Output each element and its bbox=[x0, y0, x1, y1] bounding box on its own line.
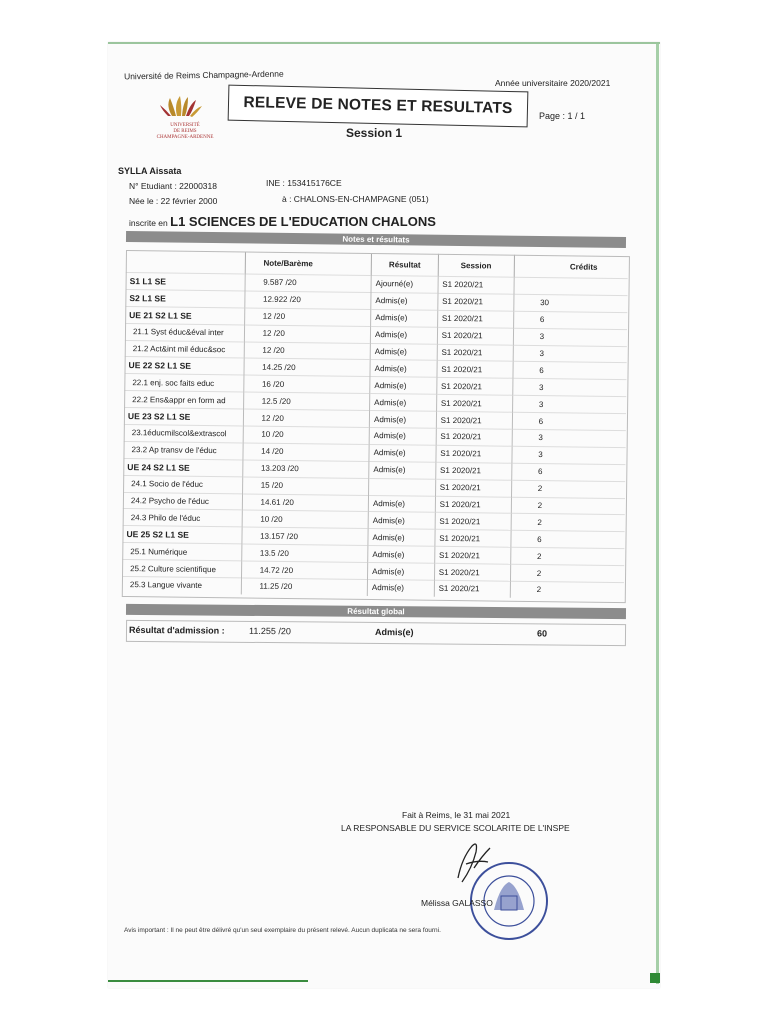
grade-session: S1 2020/21 bbox=[437, 327, 513, 345]
session-label: Session 1 bbox=[346, 126, 403, 140]
grade-label: 24.2 Psycho de l'éduc bbox=[123, 492, 242, 510]
enrollment-prefix: inscrite en bbox=[129, 218, 168, 228]
grade-label: UE 23 S2 L1 SE bbox=[124, 408, 243, 426]
signatory-name: Mélissa GALASSO bbox=[421, 898, 493, 908]
column-header: Résultat bbox=[371, 253, 438, 276]
grade-result: Admis(e) bbox=[368, 546, 435, 564]
academic-year: Année universitaire 2020/2021 bbox=[495, 78, 611, 88]
grade-note: 14.25 /20 bbox=[244, 358, 371, 376]
grade-session: S1 2020/21 bbox=[435, 513, 511, 531]
grade-credits: 3 bbox=[512, 379, 626, 397]
admission-note: 11.255 /20 bbox=[248, 625, 291, 637]
section-bar-grades: Notes et résultats bbox=[126, 231, 626, 248]
grade-result: Ajourné(e) bbox=[371, 275, 438, 293]
place-date: Fait à Reims, le 31 mai 2021 bbox=[402, 810, 511, 820]
grade-result: Admis(e) bbox=[367, 580, 434, 597]
grade-credits bbox=[514, 277, 628, 295]
grade-result: Admis(e) bbox=[369, 444, 436, 462]
grade-result: Admis(e) bbox=[371, 292, 438, 310]
global-result-row bbox=[126, 620, 626, 646]
grade-session: S1 2020/21 bbox=[435, 530, 511, 548]
university-name: Université de Reims Champagne-Ardenne bbox=[123, 68, 284, 82]
grade-session: S1 2020/21 bbox=[436, 395, 512, 413]
grade-session: S1 2020/21 bbox=[437, 344, 513, 362]
grade-note: 16 /20 bbox=[243, 375, 370, 393]
responsible-title: LA RESPONSABLE DU SERVICE SCOLARITE DE L'INSPE bbox=[341, 823, 570, 833]
grade-result: Admis(e) bbox=[369, 461, 436, 479]
grade-result: Admis(e) bbox=[370, 343, 437, 361]
scan-corner-mark bbox=[650, 973, 660, 983]
grade-label: 25.1 Numérique bbox=[122, 543, 241, 561]
grade-credits: 2 bbox=[510, 547, 624, 565]
logo-text-line: CHAMPAGNE-ARDENNE bbox=[156, 135, 214, 140]
column-header: Note/Barème bbox=[245, 251, 372, 275]
grade-note: 12 /20 bbox=[243, 409, 370, 427]
birth-place: à : CHALONS-EN-CHAMPAGNE (051) bbox=[282, 194, 429, 204]
grade-session: S1 2020/21 bbox=[435, 479, 511, 497]
logo-text-line: DE REIMS bbox=[173, 129, 197, 134]
program-name: L1 SCIENCES DE L'EDUCATION CHALONS bbox=[170, 214, 436, 229]
grade-note: 12 /20 bbox=[244, 325, 371, 343]
page-number: Page : 1 / 1 bbox=[539, 111, 586, 121]
grade-session: S1 2020/21 bbox=[434, 563, 510, 581]
grade-label: S1 L1 SE bbox=[126, 272, 245, 290]
grade-note: 11.25 /20 bbox=[241, 578, 368, 596]
grade-credits: 3 bbox=[513, 345, 627, 363]
grade-session: S1 2020/21 bbox=[435, 496, 511, 514]
title-box bbox=[228, 85, 529, 128]
grade-credits: 3 bbox=[512, 429, 626, 447]
grade-note: 13.5 /20 bbox=[241, 544, 368, 562]
grade-note: 13.157 /20 bbox=[242, 527, 369, 545]
grade-credits: 2 bbox=[511, 480, 625, 498]
section-bar-global: Résultat global bbox=[126, 604, 626, 619]
column-header bbox=[126, 250, 245, 274]
logo-text-line: UNIVERSITÉ bbox=[170, 123, 200, 128]
grade-credits: 6 bbox=[511, 463, 625, 481]
grade-session: S1 2020/21 bbox=[437, 361, 513, 379]
grade-session: S1 2020/21 bbox=[434, 580, 510, 597]
university-logo bbox=[150, 96, 220, 141]
grade-credits: 3 bbox=[513, 328, 627, 346]
grade-note: 14.72 /20 bbox=[241, 561, 368, 579]
grade-result: Admis(e) bbox=[370, 377, 437, 395]
grade-label: 22.2 Ens&appr en form ad bbox=[124, 391, 243, 409]
admission-credits: 60 bbox=[536, 628, 548, 639]
grade-result: Admis(e) bbox=[369, 411, 436, 429]
grade-note: 12 /20 bbox=[244, 342, 371, 360]
admission-label: Résultat d'admission : bbox=[128, 624, 225, 636]
grade-note: 13.203 /20 bbox=[242, 460, 369, 478]
grade-session: S1 2020/21 bbox=[436, 428, 512, 446]
grades-body bbox=[122, 272, 628, 599]
grade-label: 25.3 Langue vivante bbox=[122, 577, 241, 595]
grade-result: Admis(e) bbox=[371, 309, 438, 327]
grade-result: Admis(e) bbox=[370, 326, 437, 344]
grade-note: 12.5 /20 bbox=[243, 392, 370, 410]
grade-credits: 2 bbox=[511, 497, 625, 515]
grade-session: S1 2020/21 bbox=[436, 378, 512, 396]
grade-label: 22.1 enj. soc faits educ bbox=[124, 374, 243, 392]
flame-logo-icon bbox=[150, 96, 220, 118]
grade-result bbox=[369, 478, 436, 496]
column-header: Session bbox=[438, 254, 514, 277]
grade-note: 14 /20 bbox=[243, 443, 370, 461]
admission-result: Admis(e) bbox=[374, 626, 414, 638]
grade-result: Admis(e) bbox=[370, 394, 437, 412]
student-ine: INE : 153415176CE bbox=[266, 178, 342, 188]
grade-session: S1 2020/21 bbox=[438, 276, 514, 294]
student-name: SYLLA Aissata bbox=[118, 166, 182, 176]
grade-credits: 6 bbox=[513, 362, 627, 380]
scan-edge-right bbox=[656, 44, 659, 984]
grade-credits: 2 bbox=[511, 514, 625, 532]
student-number: N° Etudiant : 22000318 bbox=[129, 181, 217, 191]
grade-credits: 3 bbox=[512, 395, 626, 413]
grade-credits: 6 bbox=[512, 412, 626, 430]
grade-label: S2 L1 SE bbox=[125, 289, 244, 307]
grade-session: S1 2020/21 bbox=[435, 462, 511, 480]
grade-label: 23.2 Ap transv de l'éduc bbox=[123, 441, 242, 459]
grade-note: 9.587 /20 bbox=[245, 274, 372, 292]
enrollment bbox=[129, 214, 436, 229]
grade-result: Admis(e) bbox=[369, 428, 436, 446]
scan-edge-bottom bbox=[108, 980, 308, 982]
grade-credits: 3 bbox=[512, 446, 626, 464]
birth-date: Née le : 22 février 2000 bbox=[129, 196, 218, 206]
grade-result: Admis(e) bbox=[368, 512, 435, 530]
grade-session: S1 2020/21 bbox=[436, 445, 512, 463]
grade-label: 24.1 Socio de l'éduc bbox=[123, 475, 242, 493]
grade-credits: 6 bbox=[511, 531, 625, 549]
grade-session: S1 2020/21 bbox=[437, 310, 513, 328]
document-title: RELEVE DE NOTES ET RESULTATS bbox=[243, 93, 513, 118]
grade-label: 21.2 Act&int mil éduc&soc bbox=[125, 340, 244, 358]
grade-note: 10 /20 bbox=[242, 510, 369, 528]
important-notice: Avis important : Il ne peut être délivré qu'un seul exemplaire du présent relevé. Aucun duplicata ne sera fourni. bbox=[124, 927, 441, 934]
grades-table bbox=[122, 250, 628, 599]
grade-note: 14.61 /20 bbox=[242, 494, 369, 512]
grade-session: S1 2020/21 bbox=[438, 293, 514, 311]
grade-label: 23.1éducmilscol&extrascol bbox=[124, 425, 243, 443]
column-header: Crédits bbox=[514, 255, 628, 279]
grade-session: S1 2020/21 bbox=[436, 411, 512, 429]
grade-label: 24.3 Philo de l'éduc bbox=[123, 509, 242, 527]
grade-result: Admis(e) bbox=[368, 529, 435, 547]
scan-edge-top bbox=[108, 42, 660, 44]
grade-credits: 2 bbox=[510, 564, 624, 582]
grade-label: 25.2 Culture scientifique bbox=[122, 560, 241, 578]
grade-label: UE 24 S2 L1 SE bbox=[123, 458, 242, 476]
grade-note: 12.922 /20 bbox=[244, 291, 371, 309]
grade-label: UE 21 S2 L1 SE bbox=[125, 306, 244, 324]
grade-result: Admis(e) bbox=[370, 360, 437, 378]
grade-credits: 2 bbox=[510, 581, 624, 599]
grade-label: UE 22 S2 L1 SE bbox=[124, 357, 243, 375]
grade-credits: 6 bbox=[513, 311, 627, 329]
grade-label: UE 25 S2 L1 SE bbox=[122, 526, 241, 544]
grade-note: 10 /20 bbox=[243, 426, 370, 444]
grade-session: S1 2020/21 bbox=[434, 547, 510, 565]
grade-label: 21.1 Syst éduc&éval inter bbox=[125, 323, 244, 341]
grade-result: Admis(e) bbox=[368, 495, 435, 513]
grade-credits: 30 bbox=[514, 294, 628, 312]
grade-note: 12 /20 bbox=[244, 308, 371, 326]
grade-note: 15 /20 bbox=[242, 477, 369, 495]
grade-result: Admis(e) bbox=[368, 563, 435, 581]
